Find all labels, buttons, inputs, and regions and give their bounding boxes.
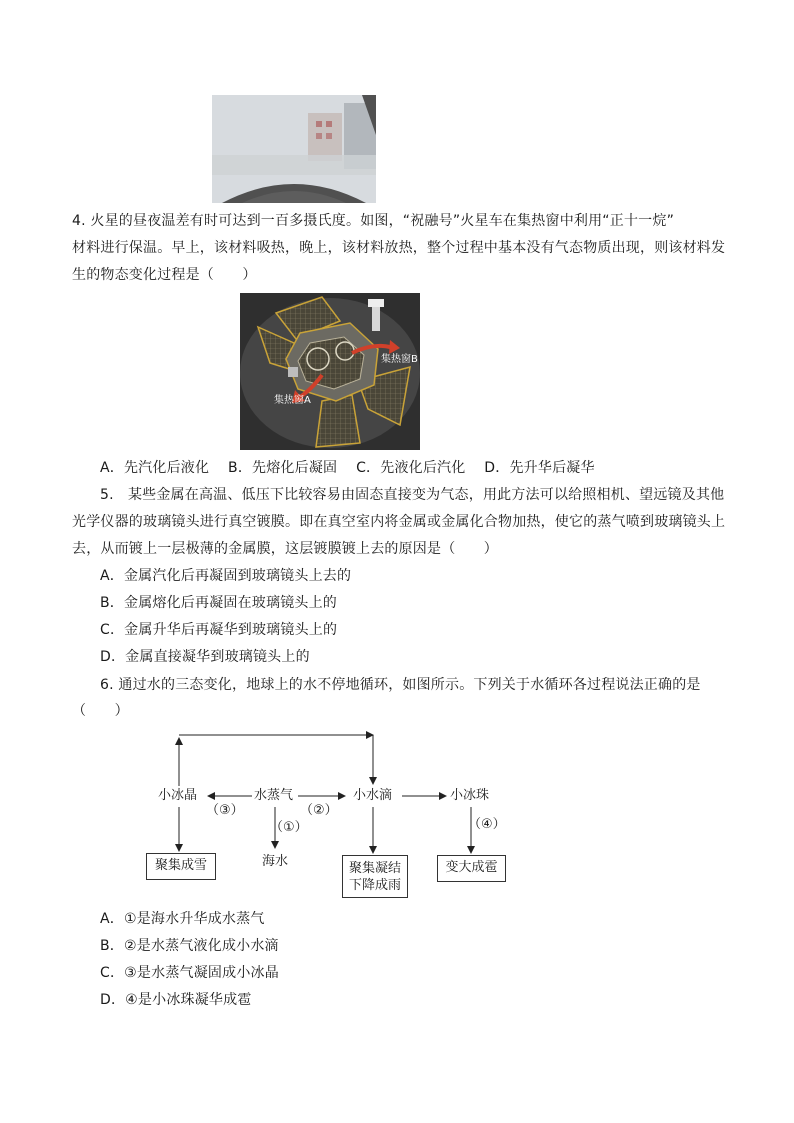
q6-stem-line1: 6. 通过水的三态变化，地球上的水不停地循环，如图所示。下列关于水循环各过程说法正确的是 (100, 677, 701, 693)
step2-label: （②） (300, 803, 338, 818)
water-vapor-label: 水蒸气 (254, 788, 294, 803)
q5-option-a: A．金属汽化后再凝固到玻璃镜头上去的 (100, 568, 352, 584)
q5-stem-line3: 去，从而镀上一层极薄的金属膜，这层镀膜镀上去的原因是（ ） (72, 541, 498, 557)
step3-label: （③） (206, 803, 244, 818)
q6-option-a: A．①是海水升华成水蒸气 (100, 911, 265, 927)
snow-box (146, 853, 216, 880)
q6-stem-line2: （ ） (72, 703, 129, 719)
q4-stem-line1: 4. 火星的昼夜温差有时可达到一百多摄氏度。如图，“祝融号”火星车在集热窗中利用“正十一烷” (72, 213, 675, 229)
rain-label-line1: 聚集凝结 (348, 861, 401, 876)
hail-box (437, 855, 506, 882)
seawater-label: 海水 (262, 854, 289, 869)
q5-option-c: C．金属升华后再凝华到玻璃镜头上的 (100, 622, 338, 638)
rain-box (342, 855, 408, 898)
q5-stem-line2: 光学仪器的玻璃镜头进行真空镀膜。即在真空室内将金属或金属化合物加热，使它的蒸气喷到玻璃镜头上 (72, 514, 726, 530)
q4-stem-line2: 材料进行保温。早上，该材料吸热，晚上，该材料放热，整个过程中基本没有气态物质出现，则该材料发 (72, 240, 726, 256)
q5-stem-line1: 5. 某些金属在高温、低压下比较容易由固态直接变为气态，用此方法可以给照相机、望远镜及其他 (100, 487, 725, 503)
water-droplet-label: 小水滴 (353, 788, 393, 803)
hail-label: 变大成雹 (445, 860, 498, 875)
q5-option-b: B．金属熔化后再凝固在玻璃镜头上的 (100, 595, 338, 611)
ice-crystal-label: 小冰晶 (158, 788, 198, 803)
ice-ball-label: 小冰珠 (450, 788, 490, 803)
snow-label: 聚集成雪 (154, 858, 207, 873)
window-a-label: 集热窗A (274, 395, 311, 406)
q4-options: A．先汽化后液化 B．先熔化后凝固 C．先液化后汽化 D．先升华后凝华 (100, 460, 595, 476)
zhurong-rover-photo (240, 293, 420, 450)
window-b-label: 集热窗B (381, 354, 418, 365)
q6-option-d: D．④是小冰珠凝华成雹 (100, 992, 252, 1008)
q6-option-c: C．③是水蒸气凝固成小冰晶 (100, 965, 279, 981)
foggy-windshield-photo (212, 95, 376, 203)
step1-label: （①） (270, 820, 308, 835)
step4-label: （④） (468, 817, 506, 832)
q6-option-b: B．②是水蒸气液化成小水滴 (100, 938, 279, 954)
q4-stem-line3: 生的物态变化过程是（ ） (72, 267, 257, 283)
rain-label-line2: 下降成雨 (348, 878, 401, 893)
q5-option-d: D．金属直接凝华到玻璃镜头上的 (100, 649, 310, 665)
